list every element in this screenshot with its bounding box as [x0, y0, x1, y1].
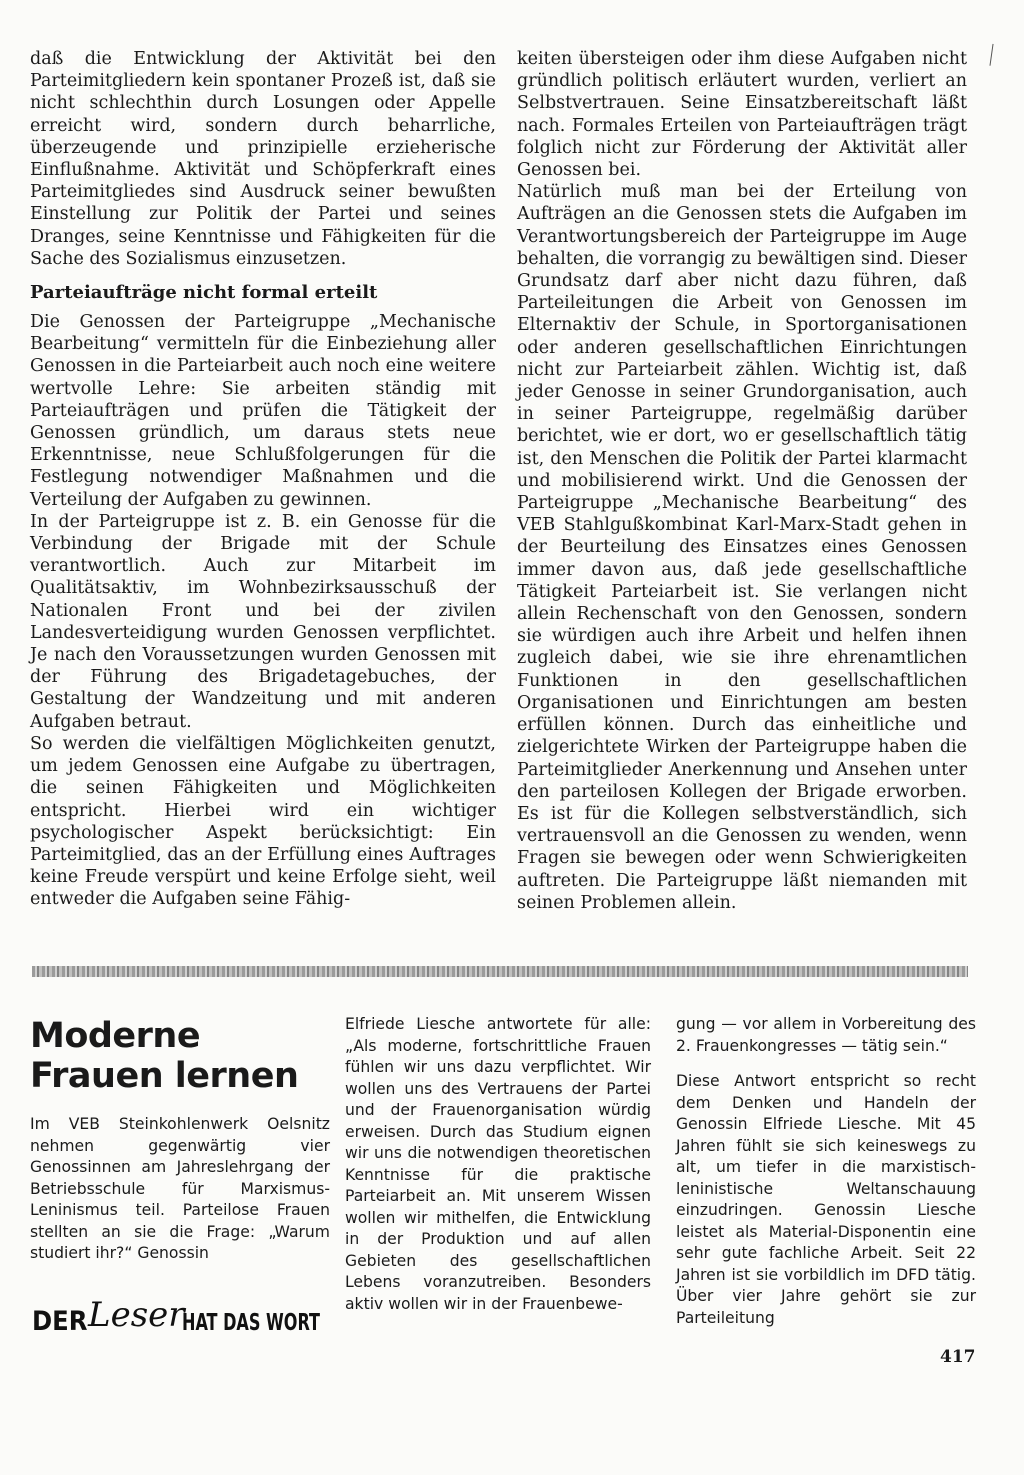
logo-text-hat-das-wort: HAT DAS WORT [182, 1310, 320, 1336]
paragraph: Die Genossen der Parteigruppe „Mechanische Bearbeitung“ vermitteln für die Einbeziehung aller Genossen in die Parteiarbeit auch noch eine weitere wertvolle Lehre: Sie arbeiten ständig mit Parteiaufträgen und prüfen die Tätigkeit der Genossen gründlich, um daraus stets neue Erkenntnisse, neue Schlußfolgerungen für die Festlegung notwendiger Maßnahmen und die Verteilung der Aufgaben zu gewinnen. [30, 312, 496, 510]
paragraph: keiten übersteigen oder ihm diese Aufgaben nicht gründlich politisch erläutert wurden, verliert an Selbstvertrauen. Seine Einsatzbereitschaft läßt nach. Formales Erteilen von Parteiaufträgen trägt folglich nicht zur Förderung der Aktivität aller Genossen bei. [517, 49, 967, 181]
column-logo [32, 1290, 322, 1338]
paragraph: Diese Antwort entspricht so recht dem Denken und Handeln der Genossin Elfriede Liesche. Mit 45 Jahren fühlt sie sich keineswegs zu alt, um tiefer in die marxistisch-leninistische Weltanschauung einzudringen. Genossin Liesche leistet als Material-Disponentin eine sehr gute fachliche Arbeit. Seit 22 Jahren ist sie vorbildlich im DFD tätig. Über vier Jahre gehört sie zur Parteileitung [676, 1072, 976, 1327]
section-subheading: Parteiaufträge nicht formal erteilt [30, 282, 378, 304]
paragraph: So werden die vielfältigen Möglichkeiten genutzt, um jedem Genossen eine Aufgabe zu übertragen, die seinen Fähigkeiten und Möglichkeiten entspricht. Hierbei wird ein wichtiger psychologischer Aspekt berücksichtigt: Ein Parteimitglied, das an der Erfüllung eines Auftrages keine Freude verspürt und keine Erfolge sieht, weil entweder die Aufgaben seine Fähig- [30, 733, 496, 910]
paragraph: gung — vor allem in Vorbereitung des 2. Frauenkongresses — tätig sein.“ [676, 1015, 976, 1055]
logo-text-leser: Leser [88, 1295, 185, 1335]
paragraph: Im VEB Steinkohlenwerk Oelsnitz nehmen gegenwärtig vier Genossinnen am Jahreslehrgang der Betriebsschule für Marxismus-Leninismus teil. Parteilose Frauen stellten an sie die Frage: „Warum studiert ihr?“ Genossin [30, 1115, 330, 1262]
page-number: 417 [940, 1347, 976, 1367]
paragraph: In der Parteigruppe ist z. B. ein Genosse für die Verbindung der Brigade mit der Schule verantwortlich. Auch zur Mitarbeit im Qualitätsaktiv, im Wohnbezirksausschuß der Nationalen Front und bei der zivilen Landesverteidigung wurden Genossen verpflichtet. Je nach den Voraussetzungen wurden Genossen mit der Führung des Brigadetagebuches, der Gestaltung der Wandzeitung und mit anderen Aufgaben betraut. [30, 511, 496, 732]
bottom-article-column-1 [30, 1016, 330, 1265]
margin-mark [989, 44, 996, 66]
paragraph: Elfriede Liesche antwortete für alle: „Als moderne, fortschrittliche Frauen fühlen wir uns dazu verpflichtet. Wir wollen uns des Vertrauens der Partei und der Frauenorganisation würdig erweisen. Durch das Studium eignen wir uns die notwendigen theoretischen Kenntnisse für die praktische Parteiarbeit an. Mit unserem Wissen wollen wir mithelfen, die Entwicklung in der Produktion und auf allen Gebieten des gesellschaftlichen Lebens voranzutreiben. Besonders aktiv wollen wir in der Frauenbewe- [345, 1015, 651, 1313]
section-divider [32, 966, 968, 977]
paragraph: Natürlich muß man bei der Erteilung von Aufträgen an die Genossen stets die Aufgaben im Verantwortungsbereich der Parteigruppe im Auge behalten, die vorrangig zu bewältigen sind. Dieser Grundsatz darf aber nicht dazu führen, daß Parteileitungen die Arbeit von Genossen im Elternaktiv der Schule, in Sportorganisationen oder anderen gesellschaftlichen Einrichtungen nicht zur Parteiarbeit zählen. Wichtig ist, daß jeder Genosse in seiner Grundorganisation, auch in seiner Parteigruppe, regelmäßig darüber berichtet, wie er dort, wo er gesellschaftlich tätig ist, den Menschen die Politik der Partei klarmacht und mobilisierend wirkt. Und die Genossen der Parteigruppe „Mechanische Bearbeitung“ des VEB Stahlgußkombinat Karl-Marx-Stadt gehen in der Beurteilung des Einsatzes eines Genossen immer davon aus, daß jede gesellschaftliche Tätigkeit Parteiarbeit ist. Sie verlangen nicht allein Rechenschaft von den Genossen, sondern sie würdigen auch ihre Arbeit und helfen ihnen zugleich dabei, wie sie ihre ehrenamtlichen Funktionen in den gesellschaftlichen Organisationen und Einrichtungen am besten erfüllen können. Durch das einheitliche und zielgerichtete Wirken der Parteigruppe haben die Parteimitglieder Anerkennung und Ansehen unter den parteilosen Kollegen der Brigade erworben. Es ist für die Kollegen selbstverständlich, sich vertrauensvoll an die Genossen zu wenden, wenn Fragen sie bewegen oder wenn Schwierigkeiten auftreten. Die Parteigruppe läßt niemanden mit seinen Problemen allein. [517, 182, 967, 913]
leser-hat-das-wort-logo [32, 1290, 322, 1338]
bottom-article-column-2 [345, 1014, 651, 1315]
logo-text-der: DER [32, 1306, 88, 1337]
bottom-article-column-3 [676, 1014, 976, 1329]
top-article-left-column [30, 48, 496, 911]
paragraph: daß die Entwicklung der Aktivität bei den Parteimitgliedern kein spontaner Prozeß ist, daß sie nicht schlechthin durch Losungen oder Appelle erreicht wird, sondern durch beharrliche, überzeugende und prinzipielle erzieherische Einflußnahme. Aktivität und Schöpferkraft eines Parteimitgliedes sind Ausdruck seiner bewußten Einstellung zur Politik der Partei und seines Dranges, seine Kenntnisse und Fähigkeiten für die Sache des Sozialismus einzusetzen. [30, 49, 496, 269]
top-article-right-column [517, 48, 967, 914]
article-headline: Moderne Frauen lernen [30, 1016, 299, 1096]
